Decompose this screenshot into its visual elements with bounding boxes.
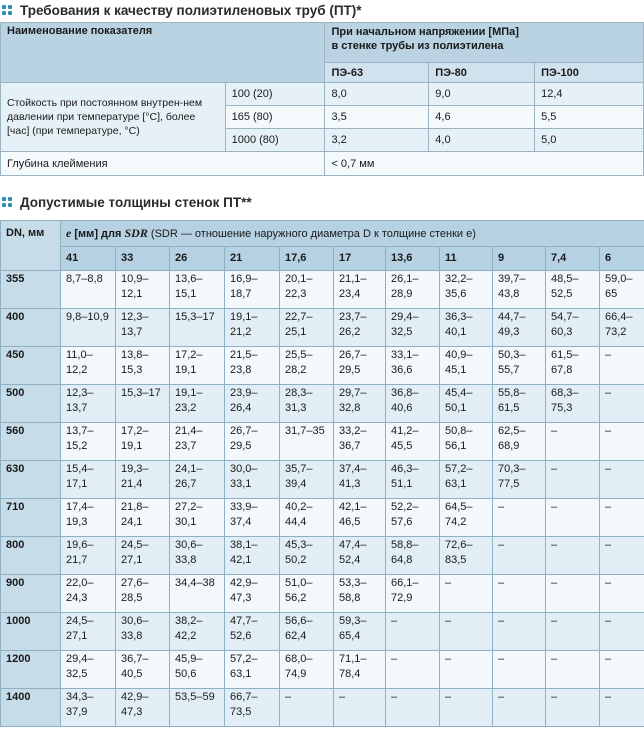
thickness-cell: 26,7–29,5 xyxy=(334,347,386,385)
grade-pe80: ПЭ-80 xyxy=(429,63,535,83)
thickness-body xyxy=(1,271,644,727)
thickness-cell: 12,3–13,7 xyxy=(61,385,116,423)
thickness-cell: 25,5–28,2 xyxy=(280,347,334,385)
value-cell: 12,4 xyxy=(535,83,644,106)
thickness-cell: – xyxy=(600,613,644,651)
value-cell: 4,0 xyxy=(429,129,535,152)
thickness-cell: 42,1–46,5 xyxy=(334,499,386,537)
table-row xyxy=(1,347,644,385)
value-cell: 5,5 xyxy=(535,106,644,129)
sdr-header-cell: 21 xyxy=(225,247,280,271)
thickness-cell: – xyxy=(546,461,600,499)
thickness-cell: – xyxy=(493,499,546,537)
thickness-cell: 15,4–17,1 xyxy=(61,461,116,499)
thickness-cell: 72,6–83,5 xyxy=(440,537,493,575)
thickness-cell: 21,4–23,7 xyxy=(170,423,225,461)
thickness-cell: 45,3–50,2 xyxy=(280,537,334,575)
dn-cell: 800 xyxy=(1,537,61,575)
thickness-cell: 31,7–35 xyxy=(280,423,334,461)
thickness-cell: 24,5–27,1 xyxy=(116,537,170,575)
thickness-cell: 13,8–15,3 xyxy=(116,347,170,385)
thickness-cell: 34,4–38 xyxy=(170,575,225,613)
thickness-cell: – xyxy=(546,537,600,575)
thickness-cell: 13,6–15,1 xyxy=(170,271,225,309)
dn-cell: 1200 xyxy=(1,651,61,689)
thickness-cell: 29,4–32,5 xyxy=(61,651,116,689)
sdr-header-cell: 41 xyxy=(61,247,116,271)
thickness-cell: 45,4–50,1 xyxy=(440,385,493,423)
depth-value: < 0,7 мм xyxy=(325,152,644,176)
sdr-header-cell: 17,6 xyxy=(280,247,334,271)
thickness-cell: 17,2–19,1 xyxy=(116,423,170,461)
thickness-cell: – xyxy=(546,499,600,537)
thickness-cell: 24,1–26,7 xyxy=(170,461,225,499)
thickness-cell: 20,1–22,3 xyxy=(280,271,334,309)
thickness-cell: 35,7–39,4 xyxy=(280,461,334,499)
thickness-cell: 19,1–23,2 xyxy=(170,385,225,423)
thickness-cell: – xyxy=(493,689,546,727)
thickness-cell: 45,9–50,6 xyxy=(170,651,225,689)
dn-cell: 500 xyxy=(1,385,61,423)
thickness-cell: 52,2–57,6 xyxy=(386,499,440,537)
thickness-cell: 10,9–12,1 xyxy=(116,271,170,309)
quality-requirements-table xyxy=(0,22,644,176)
thickness-cell: 50,3–55,7 xyxy=(493,347,546,385)
thickness-cell: 15,3–17 xyxy=(170,309,225,347)
thickness-cell: 30,0–33,1 xyxy=(225,461,280,499)
thickness-cell: 32,2–35,6 xyxy=(440,271,493,309)
section1-title xyxy=(0,0,362,20)
sdr-header-cell: 7,4 xyxy=(546,247,600,271)
thickness-cell: 61,5–67,8 xyxy=(546,347,600,385)
value-cell: 3,5 xyxy=(325,106,429,129)
dn-cell: 710 xyxy=(1,499,61,537)
thickness-cell: 19,1–21,2 xyxy=(225,309,280,347)
stability-label: Стойкость при постоянном внутрен-нем давлении при температуре [°С], более [час] (при температуре, °С) xyxy=(1,83,226,152)
thickness-cell: – xyxy=(600,347,644,385)
thickness-cell: 48,5–52,5 xyxy=(546,271,600,309)
sdr-header-cell: 13,6 xyxy=(386,247,440,271)
cond-cell: 100 (20) xyxy=(225,83,325,106)
thickness-cell: – xyxy=(493,651,546,689)
table-row xyxy=(1,537,644,575)
thickness-cell: – xyxy=(600,461,644,499)
thickness-cell: – xyxy=(546,613,600,651)
col-name-header: Наименование показателя xyxy=(1,23,325,83)
thickness-cell: 33,2–36,7 xyxy=(334,423,386,461)
table-row xyxy=(1,461,644,499)
dn-cell: 355 xyxy=(1,271,61,309)
thickness-cell: 40,9–45,1 xyxy=(440,347,493,385)
thickness-cell: 11,0–12,2 xyxy=(61,347,116,385)
thickness-cell: 19,3–21,4 xyxy=(116,461,170,499)
dn-cell: 560 xyxy=(1,423,61,461)
square-dots-icon xyxy=(2,5,12,15)
thickness-cell: – xyxy=(600,499,644,537)
value-cell: 3,2 xyxy=(325,129,429,152)
dn-cell: 1000 xyxy=(1,613,61,651)
stability-row-1 xyxy=(1,83,644,106)
thickness-cell: 39,7–43,8 xyxy=(493,271,546,309)
sdr-header-cell: 9 xyxy=(493,247,546,271)
thickness-cell: 21,8–24,1 xyxy=(116,499,170,537)
thickness-cell: 42,9–47,3 xyxy=(116,689,170,727)
dn-cell: 630 xyxy=(1,461,61,499)
thickness-cell: 47,4–52,4 xyxy=(334,537,386,575)
thickness-cell: – xyxy=(493,575,546,613)
caption-rest: (SDR — отношение наружного диаметра D к толщине стенки e) xyxy=(147,228,476,240)
thickness-cell: – xyxy=(600,689,644,727)
thickness-cell: 29,7–32,8 xyxy=(334,385,386,423)
depth-label: Глубина клеймения xyxy=(1,152,325,176)
value-cell: 4,6 xyxy=(429,106,535,129)
thickness-cell: 27,6–28,5 xyxy=(116,575,170,613)
thickness-cell: – xyxy=(600,385,644,423)
cond-cell: 165 (80) xyxy=(225,106,325,129)
dn-cell: 900 xyxy=(1,575,61,613)
thickness-cell: 47,7–52,6 xyxy=(225,613,280,651)
sdr-caption xyxy=(61,221,644,247)
col-pressure-header xyxy=(325,23,644,63)
thickness-cell: – xyxy=(600,575,644,613)
thickness-cell: – xyxy=(440,651,493,689)
thickness-cell: – xyxy=(600,651,644,689)
table-row xyxy=(1,309,644,347)
thickness-cell: 28,3–31,3 xyxy=(280,385,334,423)
thickness-cell: 37,4–41,3 xyxy=(334,461,386,499)
thickness-cell: – xyxy=(600,537,644,575)
thickness-cell: 26,7–29,5 xyxy=(225,423,280,461)
section2-title-text: Допустимые толщины стенок ПТ** xyxy=(20,194,252,210)
sdr-header-cell: 6 xyxy=(600,247,644,271)
thickness-cell: 36,7–40,5 xyxy=(116,651,170,689)
thickness-cell: 33,1–36,6 xyxy=(386,347,440,385)
thickness-cell: 54,7–60,3 xyxy=(546,309,600,347)
thickness-cell: 46,3–51,1 xyxy=(386,461,440,499)
thickness-cell: 16,9–18,7 xyxy=(225,271,280,309)
thickness-cell: 13,7–15,2 xyxy=(61,423,116,461)
thickness-cell: 9,8–10,9 xyxy=(61,309,116,347)
thickness-cell: 71,1–78,4 xyxy=(334,651,386,689)
table-row xyxy=(1,689,644,727)
table-row xyxy=(1,613,644,651)
table-row xyxy=(1,575,644,613)
thickness-cell: 58,8–64,8 xyxy=(386,537,440,575)
thickness-cell: 53,3–58,8 xyxy=(334,575,386,613)
thickness-cell: 38,1–42,1 xyxy=(225,537,280,575)
cond-cell: 1000 (80) xyxy=(225,129,325,152)
sdr-header-cell: 26 xyxy=(170,247,225,271)
thickness-cell: 26,1–28,9 xyxy=(386,271,440,309)
thickness-cell: – xyxy=(546,575,600,613)
table-row xyxy=(1,271,644,309)
thickness-cell: – xyxy=(334,689,386,727)
thickness-cell: – xyxy=(386,613,440,651)
thickness-cell: – xyxy=(546,651,600,689)
thickness-cell: – xyxy=(546,423,600,461)
thickness-cell: 36,3–40,1 xyxy=(440,309,493,347)
dn-cell: 400 xyxy=(1,309,61,347)
thickness-cell: – xyxy=(386,651,440,689)
thickness-cell: 23,9–26,4 xyxy=(225,385,280,423)
thickness-cell: 17,2–19,1 xyxy=(170,347,225,385)
thickness-cell: 24,5–27,1 xyxy=(61,613,116,651)
thickness-cell: 53,5–59 xyxy=(170,689,225,727)
thickness-cell: 62,5–68,9 xyxy=(493,423,546,461)
thickness-cell: – xyxy=(440,575,493,613)
thickness-cell: 59,3–65,4 xyxy=(334,613,386,651)
thickness-cell: 66,4–73,2 xyxy=(600,309,644,347)
thickness-cell: 22,7–25,1 xyxy=(280,309,334,347)
sdr-header-cell: 33 xyxy=(116,247,170,271)
thickness-cell: 42,9–47,3 xyxy=(225,575,280,613)
thickness-cell: 30,6–33,8 xyxy=(116,613,170,651)
thickness-cell: 44,7–49,3 xyxy=(493,309,546,347)
dn-header: DN, мм xyxy=(1,221,61,271)
thickness-cell: 41,2–45,5 xyxy=(386,423,440,461)
thickness-cell: – xyxy=(600,423,644,461)
thickness-cell: 30,6–33,8 xyxy=(170,537,225,575)
thickness-cell: 34,3–37,9 xyxy=(61,689,116,727)
pressure-header-line2: в стенке трубы из полиэтилена xyxy=(331,40,504,52)
wall-thickness-table xyxy=(0,220,644,727)
table-row xyxy=(1,423,644,461)
thickness-cell: 57,2–63,1 xyxy=(440,461,493,499)
thickness-cell: 68,0–74,9 xyxy=(280,651,334,689)
value-cell: 5,0 xyxy=(535,129,644,152)
thickness-cell: 70,3–77,5 xyxy=(493,461,546,499)
grade-pe63: ПЭ-63 xyxy=(325,63,429,83)
thickness-cell: 33,9–37,4 xyxy=(225,499,280,537)
table-row xyxy=(1,385,644,423)
thickness-cell: – xyxy=(280,689,334,727)
section1-title-text: Требования к качеству полиэтиленовых труб (ПТ)* xyxy=(20,2,362,18)
thickness-cell: 8,7–8,8 xyxy=(61,271,116,309)
thickness-cell: 50,8–56,1 xyxy=(440,423,493,461)
depth-row xyxy=(1,152,644,176)
caption-mid: [мм] для xyxy=(71,228,125,240)
thickness-cell: 12,3–13,7 xyxy=(116,309,170,347)
value-cell: 9,0 xyxy=(429,83,535,106)
value-cell: 8,0 xyxy=(325,83,429,106)
thickness-cell: – xyxy=(493,613,546,651)
thickness-cell: 21,1–23,4 xyxy=(334,271,386,309)
thickness-cell: 55,8–61,5 xyxy=(493,385,546,423)
thickness-cell: 59,0–65 xyxy=(600,271,644,309)
thickness-cell: – xyxy=(440,689,493,727)
thickness-cell: – xyxy=(440,613,493,651)
thickness-cell: 27,2–30,1 xyxy=(170,499,225,537)
thickness-cell: 22,0–24,3 xyxy=(61,575,116,613)
grade-pe100: ПЭ-100 xyxy=(535,63,644,83)
sdr-header-row xyxy=(1,247,644,271)
thickness-cell: 29,4–32,5 xyxy=(386,309,440,347)
thickness-cell: 56,6–62,4 xyxy=(280,613,334,651)
table-row xyxy=(1,499,644,537)
dn-cell: 450 xyxy=(1,347,61,385)
pressure-header-line1: При начальном напряжении [МПа] xyxy=(331,26,519,38)
thickness-cell: – xyxy=(493,537,546,575)
thickness-cell: 38,2–42,2 xyxy=(170,613,225,651)
sdr-header-cell: 17 xyxy=(334,247,386,271)
thickness-cell: 23,7–26,2 xyxy=(334,309,386,347)
sdr-header-cell: 11 xyxy=(440,247,493,271)
thickness-cell: 36,8–40,6 xyxy=(386,385,440,423)
thickness-cell: 51,0–56,2 xyxy=(280,575,334,613)
thickness-cell: 64,5–74,2 xyxy=(440,499,493,537)
thickness-cell: 21,5–23,8 xyxy=(225,347,280,385)
thickness-cell: 17,4–19,3 xyxy=(61,499,116,537)
thickness-cell: 66,1–72,9 xyxy=(386,575,440,613)
caption-e: e xyxy=(66,226,72,240)
section2-title xyxy=(0,192,252,212)
thickness-cell: 66,7–73,5 xyxy=(225,689,280,727)
thickness-cell: – xyxy=(386,689,440,727)
thickness-cell: 19,6–21,7 xyxy=(61,537,116,575)
dn-cell: 1400 xyxy=(1,689,61,727)
thickness-cell: 68,3–75,3 xyxy=(546,385,600,423)
thickness-cell: 15,3–17 xyxy=(116,385,170,423)
caption-sdr: SDR xyxy=(124,226,148,240)
square-dots-icon xyxy=(2,197,12,207)
table-row xyxy=(1,651,644,689)
thickness-cell: 40,2–44,4 xyxy=(280,499,334,537)
thickness-cell: 57,2–63,1 xyxy=(225,651,280,689)
thickness-cell: – xyxy=(546,689,600,727)
